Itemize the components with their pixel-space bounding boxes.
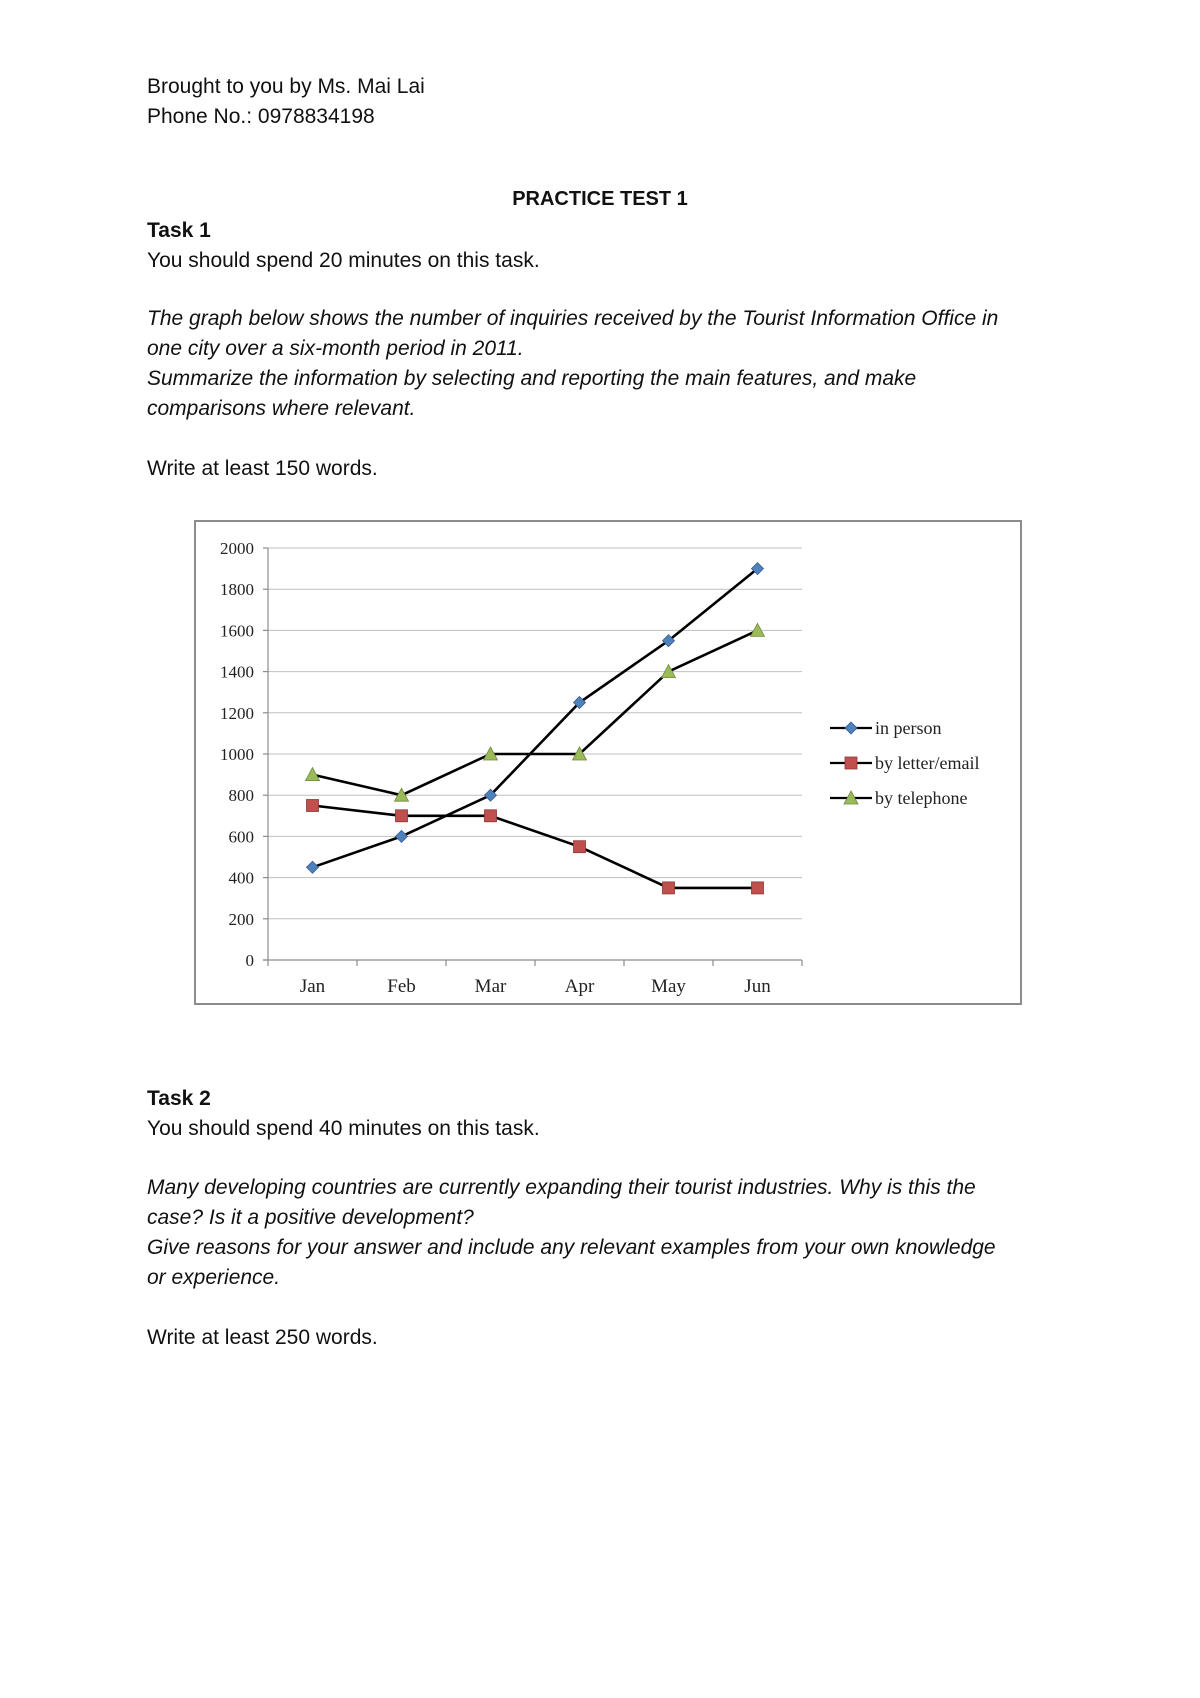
legend-label: in person	[875, 718, 942, 738]
y-tick-label: 1400	[220, 662, 254, 682]
task2-prompt-line: Give reasons for your answer and include any relevant examples from your own knowledge	[147, 1236, 996, 1259]
author-line: Brought to you by Ms. Mai Lai	[147, 75, 425, 98]
task1-prompt	[147, 304, 1067, 424]
task1-prompt-line: The graph below shows the number of inquiries received by the Tourist Information Office in	[147, 307, 999, 330]
task1-prompt-line: Summarize the information by selecting and reporting the main features, and make	[147, 367, 917, 390]
data-point-by-letter-email	[752, 882, 764, 894]
task1-time-instruction: You should spend 20 minutes on this task.	[147, 249, 540, 272]
data-point-by-telephone	[306, 768, 320, 781]
data-point-by-letter-email	[485, 810, 497, 822]
legend-label: by letter/email	[875, 753, 980, 773]
legend-marker	[845, 757, 857, 769]
task1-label: Task 1	[147, 219, 211, 242]
legend-marker	[845, 722, 857, 734]
data-point-by-letter-email	[307, 800, 319, 812]
task1-prompt-line: comparisons where relevant.	[147, 397, 416, 420]
series-line-in-person	[313, 569, 758, 868]
data-point-by-letter-email	[663, 882, 675, 894]
x-tick-label: May	[651, 976, 686, 997]
x-tick-label: Jan	[299, 976, 326, 997]
y-tick-label: 1200	[220, 703, 254, 723]
y-tick-label: 1000	[220, 745, 254, 764]
phone-line: Phone No.: 0978834198	[147, 105, 375, 128]
y-tick-label: 0	[245, 951, 254, 970]
y-tick-label: 2000	[220, 539, 254, 558]
y-tick-label: 800	[228, 786, 254, 806]
x-tick-label: Feb	[387, 976, 416, 997]
y-tick-label: 400	[228, 868, 254, 888]
x-tick-label: Mar	[474, 976, 507, 997]
legend-label: by telephone	[875, 788, 968, 808]
task2-prompt-line: Many developing countries are currently expanding their tourist industries. Why is this the	[147, 1176, 976, 1199]
y-tick-label: 1600	[220, 621, 254, 641]
y-tick-label: 1800	[220, 580, 254, 600]
page-title: PRACTICE TEST 1	[512, 188, 688, 210]
chart-canvas	[196, 522, 1020, 1003]
task2-word-count: Write at least 250 words.	[147, 1326, 378, 1349]
x-tick-label: Jun	[744, 976, 771, 997]
data-point-by-telephone	[662, 665, 676, 678]
data-point-by-letter-email	[574, 841, 586, 853]
data-point-by-letter-email	[396, 810, 408, 822]
x-tick-label: Apr	[564, 976, 595, 997]
y-tick-label: 600	[228, 827, 254, 847]
y-tick-label: 200	[228, 909, 254, 929]
task1-word-count: Write at least 150 words.	[147, 457, 378, 480]
task2-prompt-line: case? Is it a positive development?	[147, 1206, 474, 1229]
data-point-in-person	[396, 830, 408, 842]
task2-label: Task 2	[147, 1087, 211, 1110]
task1-prompt-line: one city over a six-month period in 2011.	[147, 337, 524, 360]
task2-prompt-line: or experience.	[147, 1266, 281, 1289]
series-line-by-letter-email	[313, 806, 758, 888]
data-point-in-person	[307, 861, 319, 873]
line-chart	[194, 520, 1022, 1005]
task2-time-instruction: You should spend 40 minutes on this task.	[147, 1117, 540, 1140]
task2-prompt	[147, 1173, 1067, 1293]
header	[147, 72, 425, 132]
